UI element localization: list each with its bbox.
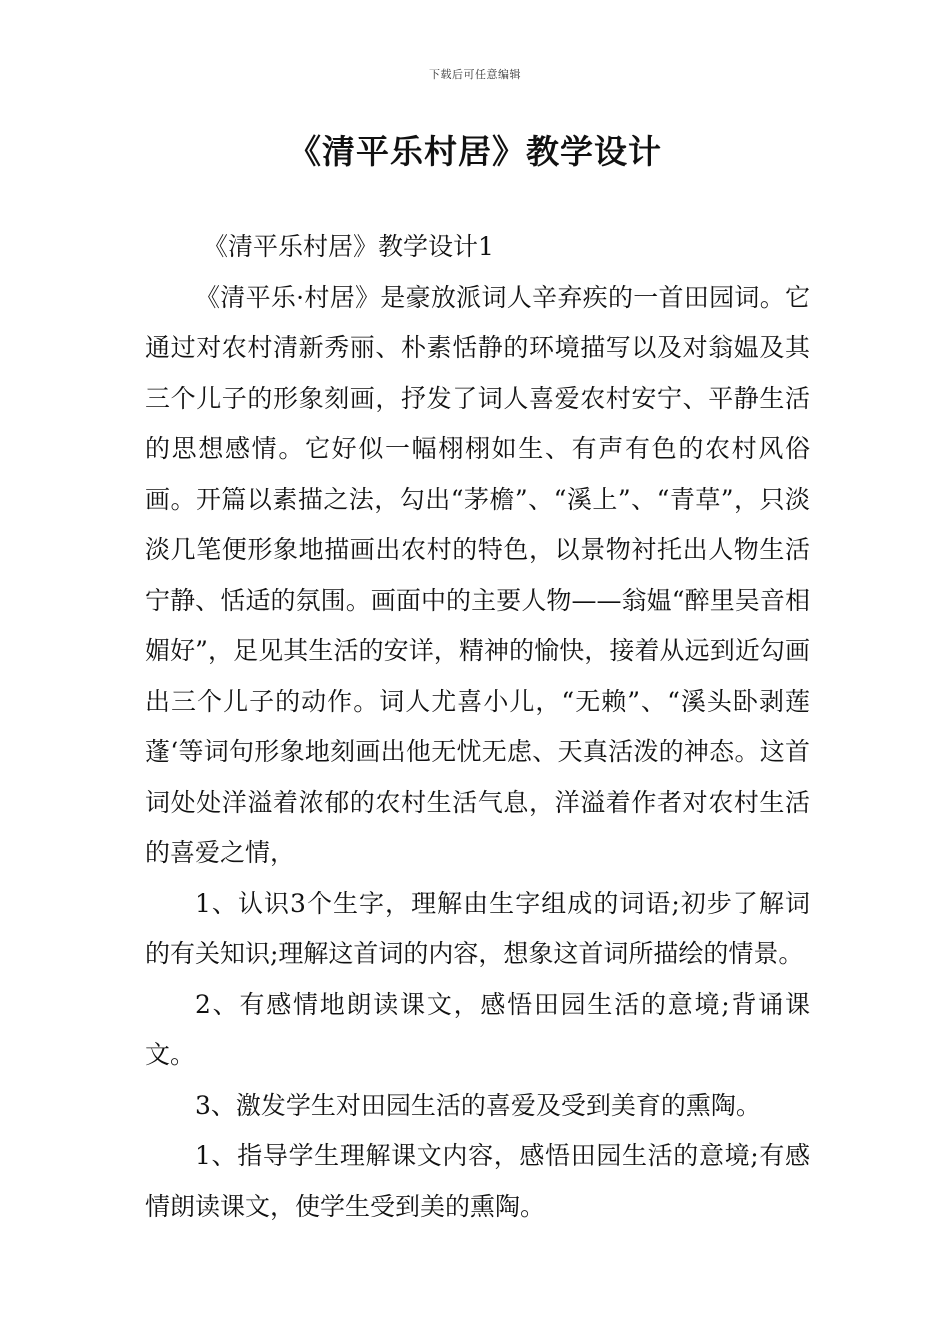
header-note: 下载后可任意编辑: [429, 68, 521, 81]
paragraph-objective-2: 2、有感情地朗读课文，感悟田园生活的意境;背诵课文。: [145, 989, 810, 1069]
paragraph-key-point-1: 1、指导学生理解课文内容，感悟田园生活的意境;有感情朗读课文，使学生受到美的熏陶。: [145, 1141, 810, 1221]
paragraph-intro: 《清平乐·村居》是豪放派词人辛弃疾的一首田园词。它通过对农村清新秀丽、朴素恬静的环境描写以及对翁媪及其三个儿子的形象刻画，抒发了词人喜爱农村安宁、平静生活的思想感情。它好似一幅栩栩如生、有声有色的农村风俗画。开篇以素描之法，勾出“茅檐”、“溪上”、“青草”，只淡淡几笔便形象地描画出农村的特色，以景物衬托出人物生活宁静、恬适的氛围。画面中的主要人物——翁媪“醉里吴音相媚好”，足见其生活的安详，精神的愉快，接着从远到近勾画出三个儿子的动作。词人尤喜小儿，“无赖”、“溪头卧剥莲蓬‘等词句形象地刻画出他无忧无虑、天真活泼的神态。这首词处处洋溢着浓郁的农村生活气息，洋溢着作者对农村生活的喜爱之情，: [145, 282, 810, 867]
document-title: 《清平乐村居》教学设计: [288, 132, 662, 171]
paragraph-objective-3: 3、激发学生对田园生活的喜爱及受到美育的熏陶。: [195, 1090, 761, 1120]
document-body: [145, 222, 810, 1232]
section-heading: 《清平乐村居》教学设计1: [203, 232, 494, 261]
paragraph-objective-1: 1、认识3个生字，理解由生字组成的词语;初步了解词的有关知识;理解这首词的内容，想象这首词所描绘的情景。: [145, 888, 810, 968]
